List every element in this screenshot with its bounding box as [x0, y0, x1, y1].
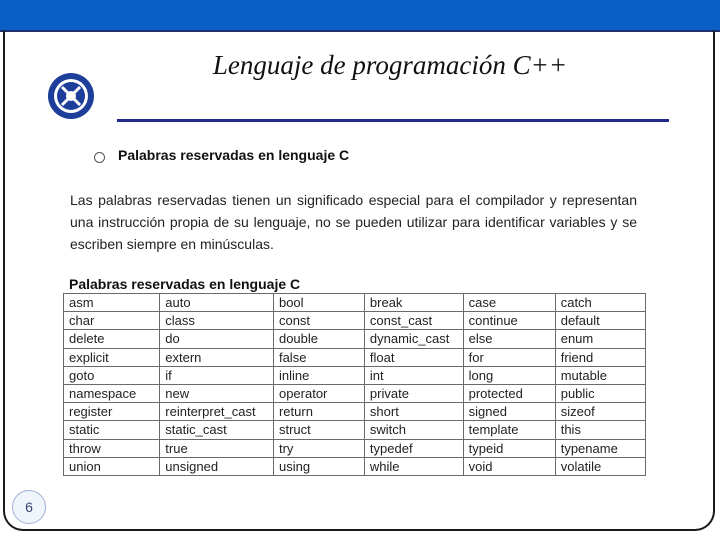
slide-title: Lenguaje de programación C++: [212, 50, 568, 80]
table-cell: template: [463, 421, 555, 439]
table-cell: register: [64, 403, 160, 421]
table-cell: new: [160, 384, 274, 402]
table-cell: typedef: [364, 439, 463, 457]
table-cell: default: [555, 312, 645, 330]
table-cell: typeid: [463, 439, 555, 457]
table-cell: mutable: [555, 366, 645, 384]
table-cell: static_cast: [160, 421, 274, 439]
table-cell: goto: [64, 366, 160, 384]
table-cell: short: [364, 403, 463, 421]
table-cell: asm: [64, 294, 160, 312]
table-cell: reinterpret_cast: [160, 403, 274, 421]
title-underline: [117, 119, 669, 122]
institution-seal-logo: [46, 72, 96, 120]
table-cell: friend: [555, 348, 645, 366]
table-cell: while: [364, 457, 463, 475]
table-cell: struct: [273, 421, 364, 439]
table-cell: explicit: [64, 348, 160, 366]
table-cell: private: [364, 384, 463, 402]
table-row: [64, 330, 646, 348]
table-row: [64, 348, 646, 366]
reserved-words-table: [63, 293, 646, 476]
table-row: [64, 439, 646, 457]
table-cell: bool: [273, 294, 364, 312]
table-row: [64, 457, 646, 475]
page-number: 6: [12, 490, 46, 524]
table-row: [64, 384, 646, 402]
table-cell: catch: [555, 294, 645, 312]
table-cell: extern: [160, 348, 274, 366]
table-cell: dynamic_cast: [364, 330, 463, 348]
table-cell: for: [463, 348, 555, 366]
table-cell: try: [273, 439, 364, 457]
table-cell: else: [463, 330, 555, 348]
table-cell: public: [555, 384, 645, 402]
description-paragraph: Las palabras reservadas tienen un significado especial para el compilador y representan una instrucción propia de su lenguaje, no se pueden utilizar para identificar variables y se escriben siempre en minúsculas.: [70, 192, 637, 252]
table-cell: signed: [463, 403, 555, 421]
table-row: [64, 366, 646, 384]
table-cell: sizeof: [555, 403, 645, 421]
table-cell: protected: [463, 384, 555, 402]
table-cell: float: [364, 348, 463, 366]
table-cell: volatile: [555, 457, 645, 475]
table-cell: class: [160, 312, 274, 330]
table-row: [64, 294, 646, 312]
table-cell: inline: [273, 366, 364, 384]
table-cell: false: [273, 348, 364, 366]
table-cell: enum: [555, 330, 645, 348]
table-cell: unsigned: [160, 457, 274, 475]
table-cell: using: [273, 457, 364, 475]
table-cell: static: [64, 421, 160, 439]
table-cell: int: [364, 366, 463, 384]
section-heading: Palabras reservadas en lenguaje C: [118, 147, 350, 163]
table-cell: throw: [64, 439, 160, 457]
table-row: [64, 421, 646, 439]
table-cell: void: [463, 457, 555, 475]
table-cell: continue: [463, 312, 555, 330]
table-cell: do: [160, 330, 274, 348]
table-cell: case: [463, 294, 555, 312]
table-cell: const: [273, 312, 364, 330]
table-cell: if: [160, 366, 274, 384]
table-cell: long: [463, 366, 555, 384]
table-cell: return: [273, 403, 364, 421]
table-cell: break: [364, 294, 463, 312]
table-cell: operator: [273, 384, 364, 402]
table-cell: double: [273, 330, 364, 348]
table-cell: union: [64, 457, 160, 475]
table-cell: delete: [64, 330, 160, 348]
table-cell: typename: [555, 439, 645, 457]
table-title: Palabras reservadas en lenguaje C: [69, 276, 301, 292]
table-cell: auto: [160, 294, 274, 312]
table-cell: this: [555, 421, 645, 439]
table-cell: const_cast: [364, 312, 463, 330]
top-banner: [0, 0, 720, 32]
bullet-circle-icon: [94, 152, 105, 163]
table-cell: switch: [364, 421, 463, 439]
table-row: [64, 312, 646, 330]
table-cell: char: [64, 312, 160, 330]
table-cell: namespace: [64, 384, 160, 402]
table-row: [64, 403, 646, 421]
table-cell: true: [160, 439, 274, 457]
